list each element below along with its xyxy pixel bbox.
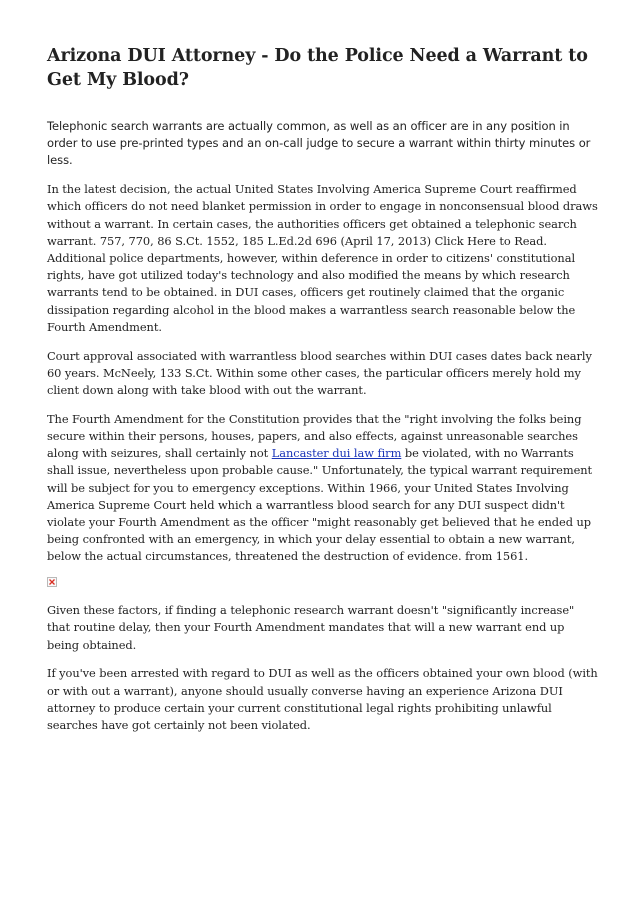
lancaster-dui-law-firm-link[interactable]: Lancaster dui law firm [271,446,402,461]
paragraph-4 [47,411,598,566]
page-title: Arizona DUI Attorney - Do the Police Need a Warrant to Get My Blood? [47,46,588,90]
broken-image-icon [47,577,57,587]
paragraph-4-text-before-link: The Fourth Amendment for the Constitution provides that the "right involving the folks being secure within their persons, houses, papers, and also effects, against unreasonable searches along with seizures, shall certainly not [47,411,582,461]
paragraph-6: If you've been arrested with regard to DUI as well as the officers obtained your own blood (with or with out a warrant), anyone should usually converse having an experience Arizona DUI attorney to produce certain your current constitutional legal rights prohibiting unlawful searches have got certainly not been violated. [47,666,598,733]
broken-image-cross [49,579,55,585]
paragraph-5: Given these factors, if finding a telephonic research warrant doesn't "significantly increase" that routine delay, then your Fourth Amendment mandates that will a new warrant end up being obtained. [47,603,575,652]
paragraph-2: In the latest decision, the actual United States Involving America Supreme Court reaffirmed which officers do not need blanket permission in order to engage in nonconsensual blood draws without a warrant. In certain cases, the authorities officers get obtained a telephonic search warrant. 757, 770, 86 S.Ct. 1552, 185 L.Ed.2d 696 (April 17, 2013) Click Here to Read. Additional police departments, however, within deference in order to citizens' constitutional rights, have got utilized today's technology and also modified the means by which research warrants tend to be obtained. in DUI cases, officers get routinely claimed that the organic dissipation regarding alcohol in the blood makes a warrantless search reasonable below the Fourth Amendment. [47,182,598,334]
paragraph-3: Court approval associated with warrantless blood searches within DUI cases dates back nearly 60 years. McNeely, 133 S.Ct. Within some other cases, the particular officers merely hold my client down along with take blood with out the warrant. [47,348,592,398]
paragraph-1: Telephonic search warrants are actually common, as well as an officer are in any position in order to use pre-printed types and an on-call judge to secure a warrant within thirty minutes or less. [47,119,591,168]
paragraph-4-text-after-link: be violated, with no Warrants shall issue, nevertheless upon probable cause." Unfortunately, the typical warrant requirement will be subject for you to emergency exceptions. Within 1966, your United States Involving America Supreme Court held which a warrantless blood search for any DUI suspect didn't violate your Fourth Amendment as the officer "might reasonably get believed that he ended up being confronted with an emergency, in which your delay essential to obtain a new warrant, below the actual circumstances, threatened the destruction of evidence. from 1561. [47,446,593,564]
